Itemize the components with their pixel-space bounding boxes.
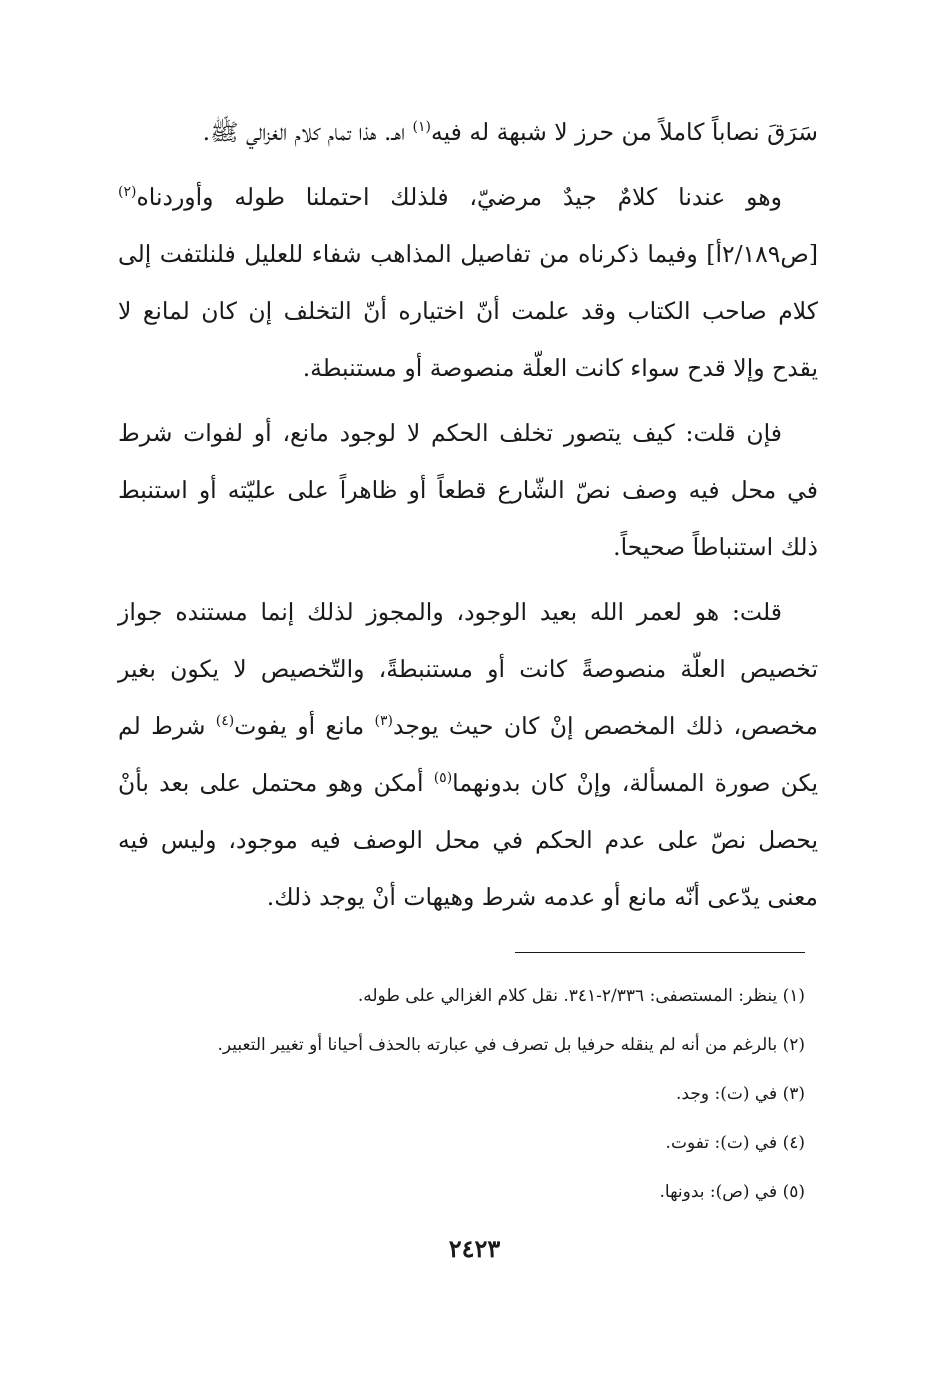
footnote-ref-3: (٣) (374, 713, 393, 730)
paragraph-1 (118, 104, 818, 161)
footnote-3: (٣) في (ت): وجد. (676, 1084, 805, 1104)
paragraph-3: فإن قلت: كيف يتصور تخلف الحكم لا لوجود مانع، أو لفوات شرط في محل فيه وصف نصّ الشّارع قطعاً أو ظاهراً على عليّته أو استنبط ذلك استنباطاً صحيحاً. (118, 419, 818, 561)
footnote-ref-1: (١) (412, 119, 431, 136)
footnotes (150, 972, 805, 1217)
paragraph-1-text: سَرَقَ نصاباً كاملاً من حرز لا شبهة له فيه (430, 118, 818, 146)
paragraph-4-mid-1: مانع أو يفوت (234, 712, 375, 740)
footnote-ref-4: (٤) (215, 713, 235, 730)
paragraph-2 (118, 169, 818, 397)
page-number: ٢٤٢٣ (448, 1234, 501, 1263)
paragraph-2-tail: [ص٢/١٨٩أ] وفيما ذكرناه من تفاصيل المذاهب شفاء للعليل فلنلتفت إلى كلام صاحب الكتاب وقد علمت أنّ اختياره أنّ التخلف إن كان لمانع لا يقدح وإلا قدح سواء كانت العلّة منصوصة أو مستنبطة. (118, 240, 818, 382)
footnote-5: (٥) في (ص): بدونها. (659, 1182, 805, 1202)
paragraph-4-mid-2: شرط لم يكن صورة المسألة، وإنْ كان بدونهما (118, 712, 818, 797)
main-text (118, 104, 818, 926)
footnote-1: (١) ينظر: المستصفى: ٢/٣٣٦-٣٤١. نقل كلام الغزالي على طوله. (357, 986, 805, 1006)
footnote-4: (٤) في (ت): تفوت. (665, 1133, 805, 1153)
paragraph-4 (118, 584, 818, 926)
paragraph-2-text: وهو عندنا كلامٌ جيدٌ مرضيّ، فلذلك احتملنا طوله وأوردناه (136, 183, 782, 211)
footnote-ref-5: (٥) (433, 770, 453, 787)
paragraph-4-tail: أمكن وهو محتمل على بعد بأنْ يحصل نصّ على عدم الحكم في محل الوصف فيه موجود، وليس فيه معنى يدّعى أنّه مانع أو عدمه شرط وهيهات أنْ يوجد ذلك. (118, 769, 818, 911)
paragraph-4-text: قلت: هو لعمر الله بعيد الوجود، والمجوز لذلك إنما مستنده جواز تخصيص العلّة منصوصةً كانت أو مستنبطةً، والتّخصيص لا يكون بغير مخصص، ذلك المخصص إنْ كان حيث يوجد (118, 598, 818, 740)
footnote-ref-2: (٢) (118, 184, 137, 201)
footnote-2: (٢) بالرغم من أنه لم ينقله حرفيا بل تصرف في عبارته بالحذف أحيانا أو تغيير التعبير. (217, 1035, 805, 1055)
footnote-separator (515, 952, 805, 953)
paragraph-1-tail: اهـ. هذا تمام كلام الغزالي ﷺ. (202, 118, 413, 146)
